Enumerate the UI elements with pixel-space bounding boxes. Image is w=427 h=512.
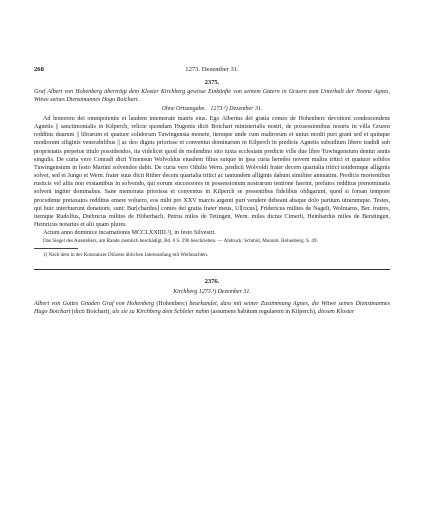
header-date: 1273. Dezember 31.	[185, 66, 239, 73]
document-page	[34, 66, 390, 316]
regest2-part1: Albert von Gottes Gnaden Graf von Hohenberg	[34, 300, 155, 307]
footnote: 1) Nach dem in der Konstanzer Diözese üblichen Jahresanfang mit Weihnachten.	[43, 251, 209, 258]
section-divider	[34, 269, 390, 270]
document-number: 2375.	[204, 79, 220, 86]
regest2-part5: als sie zu Kirchberg dem Schleier nahm	[112, 308, 210, 315]
dating-date: 1273.¹) Dezember 31.	[210, 106, 263, 112]
regest2-part4: (dicti Boichart),	[71, 308, 111, 315]
document-number-2: 2376.	[204, 277, 220, 285]
document-regest: Graf Albert von Hohenberg überträgt dem Kloster Kirchberg gewisse Einkünfte von seinem Gütern in Gruorn zum Unterhalt der Nonne Agnes, Witwe seines Dienstmannes Hugo Boichart.	[34, 89, 390, 103]
seal-note: Das Siegel des Ausstellers, am Rande ziemlich beschädigt, Bd. 6 S. 296 beschrieben. — Abdruck: Schmid, Monum. Hohenberg. S. 49.	[43, 238, 318, 245]
notes	[34, 238, 390, 258]
footnote-rule	[34, 248, 78, 249]
regest2-part7: diesem Kloster	[317, 308, 355, 315]
page-number: 268	[34, 66, 44, 73]
document-regest-2	[34, 300, 390, 317]
regest2-part6: (assumens habitum regularem in Kilperch),	[210, 308, 317, 315]
charter-text: Ad honorem dei omnipotentis et laudem intemerate matris eius. Ego Albertus dei gratia comes de Hohenberc devotioni condescendens Agnetis || sanctimonialis in Kilperch, relicte quondam Hugonis dicti Boichart ministerialis nostri, de possessionibus nostris in villa Gruren redditus duarum || librarum et quatuor solidorum Tuwingensia monete, itemque unde cum maltrorum et unius modii puri grani sed et quinque modiorum siliginis venerabilibus || ac deo dignis priorisse et conventui dominarum in Kilperch in predicte Agnetis subsidium libere tradidi sub proprietatis perpetue titulo possidendos, ita videlicet quod de molendino sito iuxta ecclesiam predicte ville due libre Tuwingensium dentur annis singulis. De curia vero Conradi dicti Ymensun Wolvoldus eiusdem filius suique in ipsa curia heredes novem maltra tritici et quatuor solidos Tuwingensium in festo Martini solvendos dabit. De curia vero Othilie Wern. predicti Wolvoldi frater decem quartalia tritici totidemque alliginis solvet, sed et Jungo et Wern. frater suus dicti Rither decem quartalia tritici ac tantundem alliginis dabunt similiter annuatim. Predicis morientibus rusticis vel aliis non exstantibus in solvendo, qui eorum successores in possessionum nostrarum tentione fuerint, prefatos redditus prenominatis solvent ingiter dominabus. Sane memorata priorissa et conventus in Kilperch se presentibus fidelibus obligarunt, quod si forsan tempore procedente pretaxatos redditus emere voluero, eos mihi pro XXV marcis argenti puri vendere debeant absque dolo partium utrarumque. Testes, qui huic interfuerunt donationi, sunt: Bur[chardus] comes dei gratia frater meus, Ul[ricus], Fridericus milites de Nagelt, Wolmarus, Ber. fratres, itemque Rudolfus, Diebricus milites de Höberbach, Petrus miles de Tetingen, Wern. miles dictus Cimerli, Heinhardus miles de Berstingen, Heinricus notarius et alii quam plures.	[34, 116, 390, 229]
regest2-part2: (Hohenberc)	[156, 300, 188, 307]
dating-place: Ohne Ortsangabe.	[161, 106, 206, 112]
document-dating-2: Kirchberg 1273.¹) Dezember 31.	[173, 288, 251, 295]
regest2-part3: beurkundet, dass mit seiner Zustimmung Agnes, die Witwe seines Dienstmannes Hugo Boichart	[34, 300, 391, 315]
running-head	[34, 66, 390, 77]
charter-closing: Actum anno dominice incarnationis MCCLXXIIII.²), in festo Silvestri.	[43, 230, 216, 237]
document-dating	[34, 106, 390, 112]
